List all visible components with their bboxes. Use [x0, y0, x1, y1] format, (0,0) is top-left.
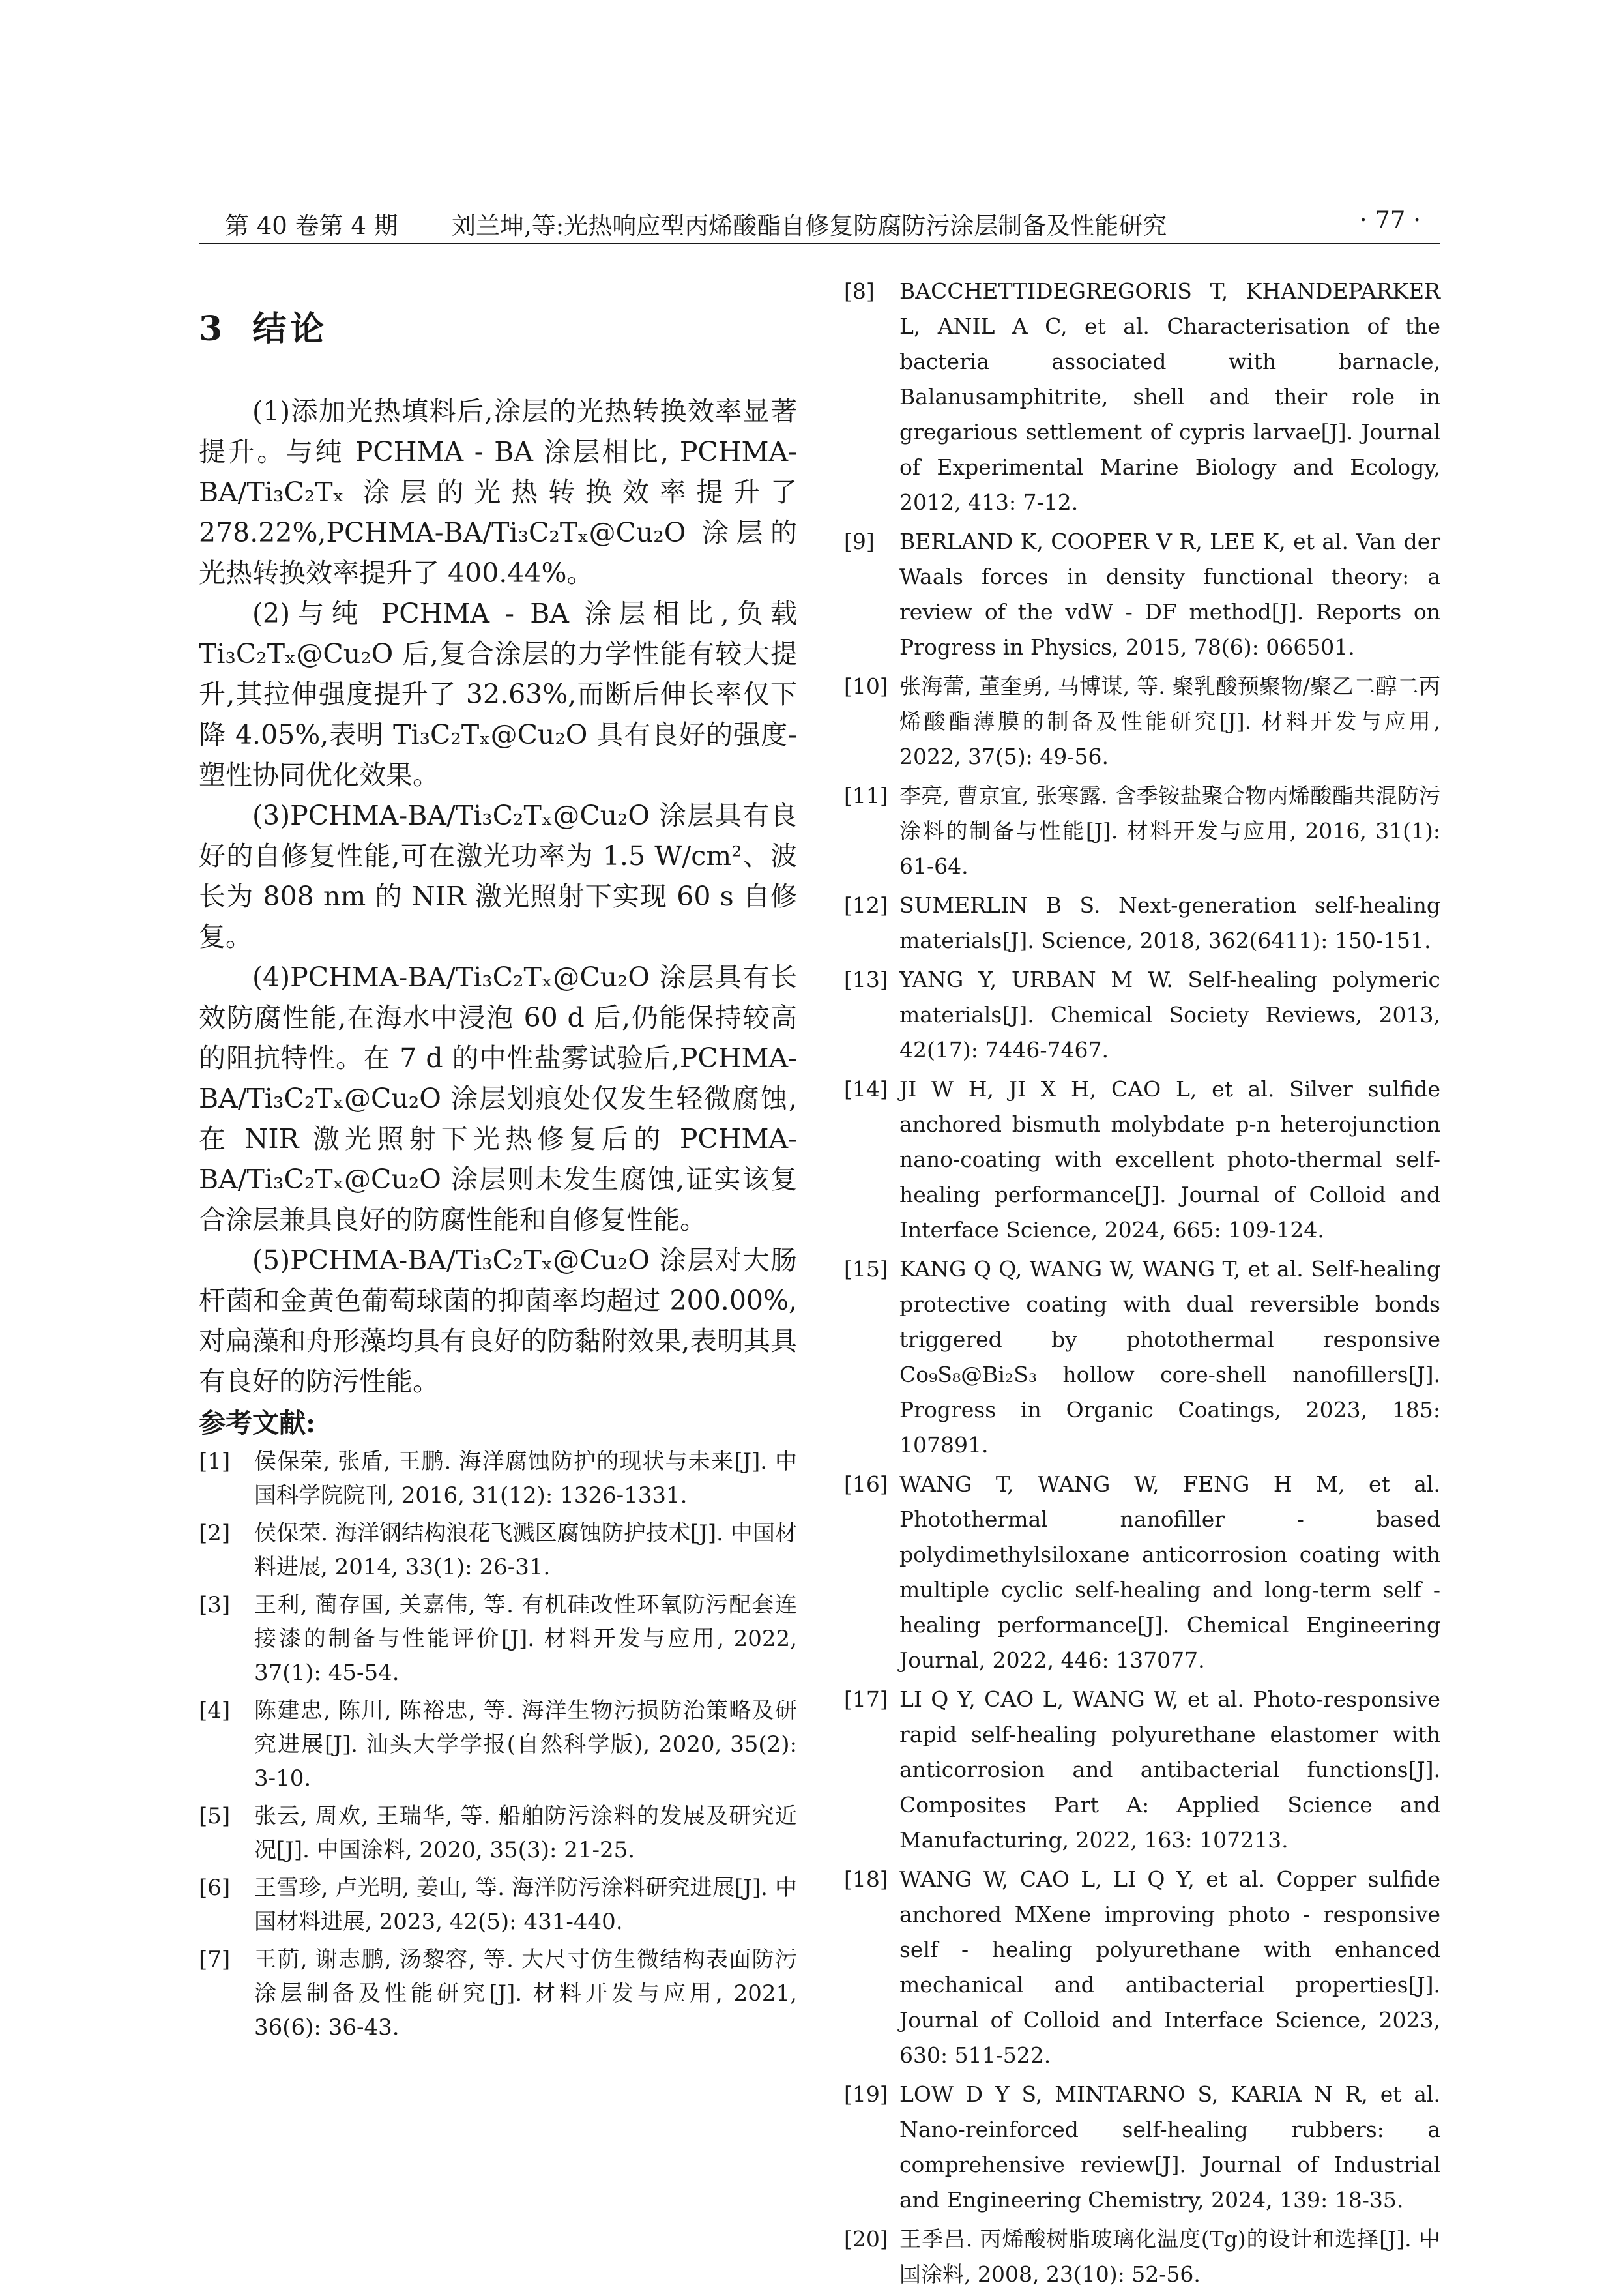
reference-text: 张云, 周欢, 王瑞华, 等. 船舶防污涂料的发展及研究近况[J]. 中国涂料, 2020, 35(3): 21-25. [254, 1803, 797, 1863]
reference-item [844, 1252, 1440, 1463]
references-heading: 参考文献: [199, 1407, 316, 1439]
reference-item [844, 524, 1440, 665]
reference-text: 王利, 蔺存国, 关嘉伟, 等. 有机硅改性环氧防污配套连接漆的制备与性能评价[J]. 材料开发与应用, 2022, 37(1): 45-54. [254, 1592, 797, 1686]
reference-number: [1] [199, 1449, 231, 1475]
reference-item [844, 778, 1440, 884]
reference-text: WANG T, WANG W, FENG H M, et al. Photothermal nanofiller - based polydimethylsiloxane anticorrosion coating with multiple cyclic self-healing and long-term self - healing performance[J]. Chemical Engineering Journal, 2022, 446: 137077. [899, 1471, 1440, 1673]
reference-number: [3] [199, 1592, 231, 1618]
reference-text: 李亮, 曹京宜, 张寒露. 含季铵盐聚合物丙烯酸酯共混防污涂料的制备与性能[J]. 材料开发与应用, 2016, 31(1): 61-64. [899, 783, 1440, 879]
reference-number: [14] [844, 1076, 888, 1102]
reference-text: YANG Y, URBAN M W. Self-healing polymeric materials[J]. Chemical Society Reviews, 2013, 42(17): 7446-7467. [899, 967, 1440, 1063]
section-number: 3 [199, 309, 227, 349]
page-number: · 77 · [1359, 206, 1421, 234]
reference-item [844, 1467, 1440, 1678]
reference-item [844, 1072, 1440, 1248]
reference-item [844, 1682, 1440, 1858]
reference-number: [9] [844, 529, 875, 554]
reference-text: LOW D Y S, MINTARNO S, KARIA N R, et al. Nano-reinforced self-healing rubbers: a comprehensive review[J]. Journal of Industrial and Engineering Chemistry, 2024, 139: 18-35. [899, 2082, 1440, 2213]
reference-item [199, 1588, 797, 1690]
reference-number: [4] [199, 1698, 231, 1724]
conclusion-paragraph: (2)与纯 PCHMA - BA 涂层相比,负载 Ti₃C₂Tₓ@Cu₂O 后,复合涂层的力学性能有较大提升,其拉伸强度提升了 32.63%,而断后伸长率仅下降 4.05%,表明 Ti₃C₂Tₓ@Cu₂O 具有良好的强度-塑性协同优化效果。 [199, 598, 797, 791]
reference-text: 王雪珍, 卢光明, 姜山, 等. 海洋防污涂料研究进展[J]. 中国材料进展, 2023, 42(5): 431-440. [254, 1875, 797, 1935]
running-title: 刘兰坤,等:光热响应型丙烯酸酯自修复防腐防污涂层制备及性能研究 [452, 212, 1167, 240]
reference-number: [12] [844, 892, 888, 918]
reference-text: KANG Q Q, WANG W, WANG T, et al. Self-healing protective coating with dual reversible bonds triggered by photothermal responsive Co₉S₈@Bi₂S₃ hollow core-shell nanofillers[J]. Progress in Organic Coatings, 2023, 185: 107891. [899, 1256, 1440, 1458]
reference-number: [20] [844, 2226, 888, 2252]
reference-text: 陈建忠, 陈川, 陈裕忠, 等. 海洋生物污损防治策略及研究进展[J]. 汕头大学学报(自然科学版), 2020, 35(2): 3-10. [254, 1698, 797, 1791]
reference-item [844, 1862, 1440, 2073]
reference-number: [17] [844, 1686, 888, 1712]
reference-text: BERLAND K, COOPER V R, LEE K, et al. Van der Waals forces in density functional theory: a review of the vdW - DF method[J]. Reports on Progress in Physics, 2015, 78(6): 066501. [899, 529, 1440, 660]
reference-text: 侯保荣, 张盾, 王鹏. 海洋腐蚀防护的现状与未来[J]. 中国科学院院刊, 2016, 31(12): 1326-1331. [254, 1449, 797, 1509]
reference-text: 侯保荣. 海洋钢结构浪花飞溅区腐蚀防护技术[J]. 中国材料进展, 2014, 33(1): 26-31. [254, 1520, 797, 1580]
reference-item [199, 1516, 797, 1584]
reference-text: 王季昌. 丙烯酸树脂玻璃化温度(Tg)的设计和选择[J]. 中国涂料, 2008, 23(10): 52-56. [899, 2226, 1440, 2287]
reference-list-left [199, 1445, 797, 2044]
reference-text: LI Q Y, CAO L, WANG W, et al. Photo-responsive rapid self-healing polyurethane elastomer with anticorrosion and antibacterial functions[J]. Composites Part A: Applied Science and Manufacturing, 2022, 163: 107213. [899, 1686, 1440, 1853]
reference-number: [18] [844, 1866, 888, 1892]
reference-number: [6] [199, 1875, 231, 1901]
conclusion-paragraph: (5)PCHMA-BA/Ti₃C₂Tₓ@Cu₂O 涂层对大肠杆菌和金黄色葡萄球菌的抑菌率均超过 200.00%,对扁藻和舟形藻均具有良好的防黏附效果,表明其具有良好的防污性能。 [199, 1244, 797, 1397]
reference-item [199, 1445, 797, 1512]
reference-item [199, 1943, 797, 2044]
reference-text: JI W H, JI X H, CAO L, et al. Silver sulfide anchored bismuth molybdate p-n heterojunction nano-coating with excellent photo-thermal self-healing performance[J]. Journal of Colloid and Interface Science, 2024, 665: 109-124. [899, 1076, 1440, 1243]
reference-text: 王荫, 谢志鹏, 汤黎容, 等. 大尺寸仿生微结构表面防污涂层制备及性能研究[J]. 材料开发与应用, 2021, 36(6): 36-43. [254, 1947, 797, 2040]
reference-list-right [844, 274, 1440, 2292]
reference-text: SUMERLIN B S. Next-generation self-healing materials[J]. Science, 2018, 362(6411): 150-151. [899, 892, 1440, 953]
running-header [199, 203, 1440, 244]
section-heading [199, 306, 797, 352]
reference-number: [2] [199, 1520, 231, 1546]
reference-item [844, 669, 1440, 774]
section-title: 结论 [252, 309, 328, 349]
reference-item [844, 274, 1440, 520]
conclusion-paragraph: (3)PCHMA-BA/Ti₃C₂Tₓ@Cu₂O 涂层具有良好的自修复性能,可在激光功率为 1.5 W/cm²、波长为 808 nm 的 NIR 激光照射下实现 60 s 自修复。 [199, 800, 797, 952]
left-column [199, 306, 797, 2048]
right-column [844, 274, 1440, 2296]
reference-item [199, 1799, 797, 1867]
reference-text: 张海蕾, 董奎勇, 马博谋, 等. 聚乳酸预聚物/聚乙二醇二丙烯酸酯薄膜的制备及性能研究[J]. 材料开发与应用, 2022, 37(5): 49-56. [899, 673, 1440, 769]
reference-item [199, 1694, 797, 1795]
reference-number: [16] [844, 1471, 888, 1497]
conclusion-paragraph: (4)PCHMA-BA/Ti₃C₂Tₓ@Cu₂O 涂层具有长效防腐性能,在海水中浸泡 60 d 后,仍能保持较高的阻抗特性。在 7 d 的中性盐雾试验后,PCHMA-BA/Ti₃C₂Tₓ@Cu₂O 涂层划痕处仅发生轻微腐蚀,在 NIR 激光照射下光热修复后的 PCHMA-BA/Ti₃C₂Tₓ@Cu₂O 涂层则未发生腐蚀,证实该复合涂层兼具良好的防腐性能和自修复性能。 [199, 962, 797, 1235]
reference-number: [19] [844, 2082, 888, 2107]
reference-number: [10] [844, 673, 888, 699]
reference-number: [13] [844, 967, 888, 992]
reference-item [844, 2077, 1440, 2218]
reference-text: WANG W, CAO L, LI Q Y, et al. Copper sulfide anchored MXene improving photo - responsive self - healing polyurethane with enhanced mechanical and antibacterial properties[J]. Journal of Colloid and Interface Science, 2023, 630: 511-522. [899, 1866, 1440, 2068]
reference-number: [7] [199, 1947, 231, 1973]
reference-number: [15] [844, 1256, 888, 1282]
reference-item [844, 888, 1440, 958]
reference-item [199, 1871, 797, 1939]
reference-number: [11] [844, 783, 888, 808]
journal-volume: 第 40 卷第 4 期 [225, 212, 398, 240]
reference-number: [8] [844, 278, 875, 304]
reference-number: [5] [199, 1803, 231, 1829]
conclusion-paragraph: (1)添加光热填料后,涂层的光热转换效率显著提升。与纯 PCHMA - BA 涂层相比, PCHMA-BA/Ti₃C₂Tₓ 涂层的光热转换效率提升了 278.22%,PCHMA-BA/Ti₃C₂Tₓ@Cu₂O 涂层的光热转换效率提升了 400.44%。 [199, 396, 797, 589]
reference-item [844, 962, 1440, 1068]
reference-item [844, 2222, 1440, 2292]
reference-text: BACCHETTIDEGREGORIS T, KHANDEPARKER L, ANIL A C, et al. Characterisation of the bacteria associated with barnacle, Balanusamphitrite, shell and their role in gregarious settlement of cypris larvae[J]. Journal of Experimental Marine Biology and Ecology, 2012, 413: 7-12. [899, 278, 1440, 515]
